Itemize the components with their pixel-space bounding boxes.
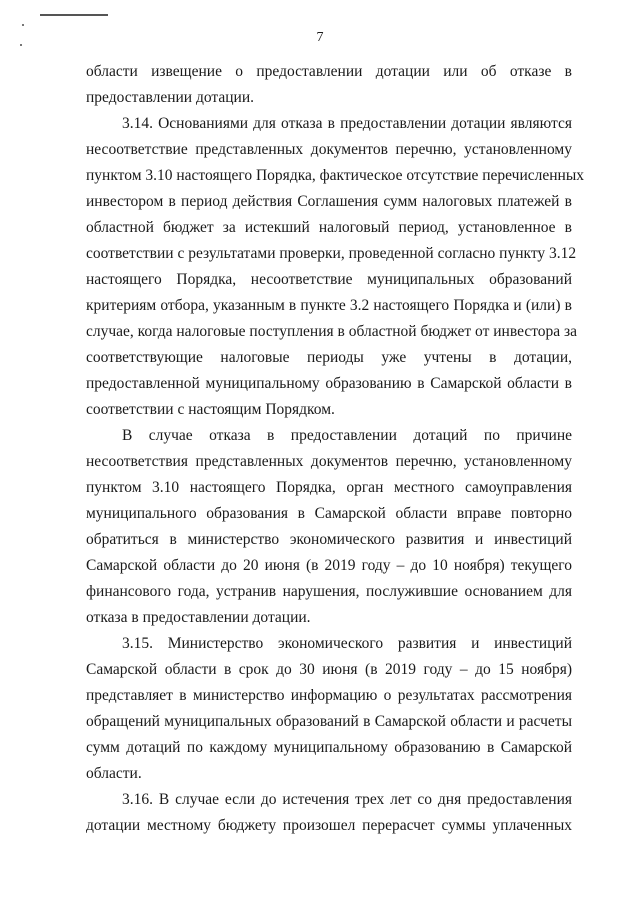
text-line: пунктом 3.10 настоящего Порядка, орган местного самоуправления <box>86 479 572 496</box>
text-line: настоящего Порядка, несоответствие муниципальных образований <box>86 271 572 288</box>
text-line: обращений муниципальных образований в Самарской области и расчеты <box>86 713 572 730</box>
paragraph-3-15 <box>86 631 572 787</box>
scan-artifact-line <box>40 14 108 16</box>
text-line: областной бюджет за истекший налоговый период, установленное в <box>86 219 572 236</box>
text-line: области. <box>86 765 142 782</box>
text-line: критериям отбора, указанным в пункте 3.2 настоящего Порядка и (или) в <box>86 297 572 314</box>
text-line: отказа в предоставлении дотации. <box>86 609 311 626</box>
text-line: инвестором в период действия Соглашения сумм налоговых платежей в <box>86 193 572 210</box>
text-line: представляет в министерство информацию о результатах рассмотрения <box>86 687 572 704</box>
text-line: пунктом 3.10 настоящего Порядка, фактическое отсутствие перечисленных <box>86 167 584 184</box>
text-line: В случае отказа в предоставлении дотаций по причине <box>122 427 572 444</box>
text-line: обратиться в министерство экономического развития и инвестиций <box>86 531 572 548</box>
text-line: предоставлении дотации. <box>86 89 254 106</box>
text-line: предоставленной муниципальному образованию в Самарской области в <box>86 375 572 392</box>
page-number: 7 <box>316 30 324 45</box>
document-body <box>86 59 584 839</box>
text-line: несоответствие представленных документов перечню, установленному <box>86 141 572 158</box>
paragraph-3-16 <box>86 787 572 839</box>
text-line: Самарской области до 20 июня (в 2019 году – до 10 ноября) текущего <box>86 557 572 574</box>
text-line: случае, когда налоговые поступления в областной бюджет от инвестора за <box>86 323 578 340</box>
text-line: муниципального образования в Самарской области вправе повторно <box>86 505 572 522</box>
paragraph-continuation <box>86 59 572 111</box>
text-line: 3.16. В случае если до истечения трех лет со дня предоставления <box>122 791 572 808</box>
paragraph-refusal-case <box>86 423 572 631</box>
text-line: Самарской области в срок до 30 июня (в 2019 году – до 15 ноября) <box>86 661 572 678</box>
text-line: несоответствия представленных документов перечню, установленному <box>86 453 572 470</box>
text-line: финансового года, устранив нарушения, послужившие основанием для <box>86 583 572 600</box>
text-line: дотации местному бюджету произошел перерасчет суммы уплаченных <box>86 817 572 834</box>
paragraph-3-14 <box>86 111 584 423</box>
text-line: области извещение о предоставлении дотации или об отказе в <box>86 63 572 80</box>
text-line: 3.15. Министерство экономического развития и инвестиций <box>122 635 572 652</box>
scan-artifact-dot <box>22 24 24 26</box>
text-line: соответствии с результатами проверки, проведенной согласно пункту 3.12 <box>86 245 577 262</box>
text-line: сумм дотаций по каждому муниципальному образованию в Самарской <box>86 739 572 756</box>
text-line: соответствующие налоговые периоды уже учтены в дотации, <box>86 349 572 366</box>
text-line: соответствии с настоящим Порядком. <box>86 401 335 418</box>
text-line: 3.14. Основаниями для отказа в предоставлении дотации являются <box>122 115 572 132</box>
